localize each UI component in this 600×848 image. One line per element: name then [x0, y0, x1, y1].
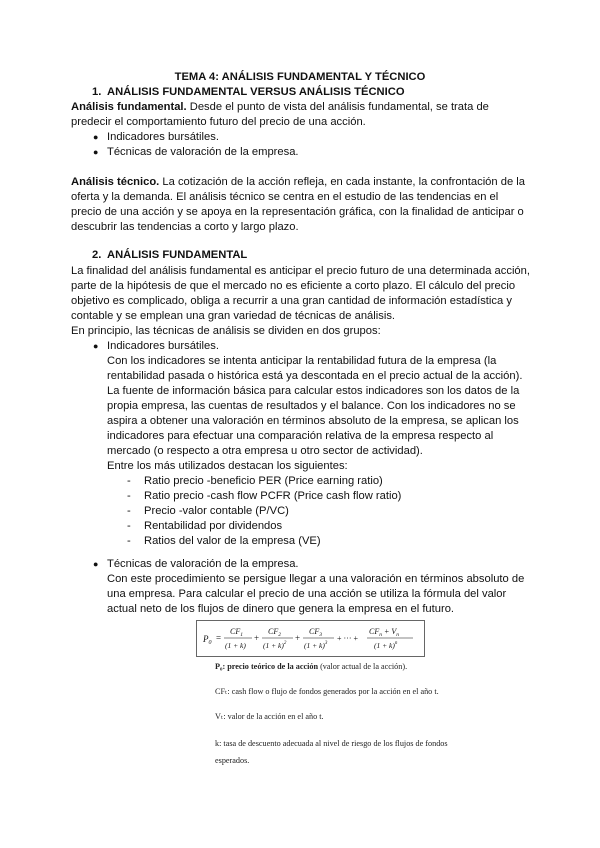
formula-ellipsis: + ··· +	[337, 634, 359, 643]
tecnico-label: Análisis técnico.	[71, 176, 160, 188]
ratio-item: Ratios del valor de la empresa (VE)	[144, 535, 321, 547]
legend-line-v: Vₜ: valor de la acción en el año t.	[215, 712, 324, 721]
tecnico-paragraph-line	[71, 175, 525, 190]
tecnico-text: La cotización de la acción refleja, en cada instante, la confrontación de la	[159, 176, 525, 188]
fundamental-paragraph-line	[71, 100, 489, 115]
list-item-line: Con los indicadores se intenta anticipar la rentabilidad futura de la empresa (la	[107, 355, 497, 367]
list-item-line: rentabilidad pasada o histórica está ya descontada en el precio actual de la acción).	[107, 370, 523, 382]
tecnico-text-line: oferta y la demanda. El análisis técnico se centra en el estudio de las tendencias en el	[71, 191, 499, 203]
formula-term1-denominator: (1 + k)	[225, 641, 246, 650]
ratio-item: Rentabilidad por dividendos	[144, 520, 283, 532]
ratio-item: Precio -valor contable (P/VC)	[144, 505, 289, 517]
dash-marker: -	[127, 490, 131, 502]
section2-number: 2.	[92, 249, 102, 261]
bullet-icon: ●	[93, 341, 99, 351]
list-item-line: propia empresa, las cuentas de resultados y el balance. Con los indicadores no se	[107, 400, 516, 412]
formula-termn-numerator: $CF_n + V_n$	[369, 627, 400, 638]
tecnico-text-line: descubrir las tendencias a corto y largo plazo.	[71, 221, 299, 233]
list-item-line: Con este procedimiento se persigue llegar a una valoración en términos absoluto de	[107, 573, 525, 585]
formula-term2-numerator: $CF_2$	[268, 627, 281, 638]
dash-marker: -	[127, 520, 131, 532]
list-item: Indicadores bursátiles.	[107, 131, 219, 143]
formula-term3-denominator: $(1 + k)^3$	[304, 641, 328, 650]
section1-heading: ANÁLISIS FUNDAMENTAL VERSUS ANÁLISIS TÉCNICO	[107, 86, 405, 98]
dash-marker: -	[127, 505, 131, 517]
ratio-item: Ratio precio -beneficio PER (Price earning ratio)	[144, 475, 383, 487]
list-item-line: La fuente de información básica para calcular estos indicadores son los datos de la	[107, 385, 520, 397]
dash-marker: -	[127, 535, 131, 547]
intro-line: parte de la hipótesis de que el mercado no es eficiente a corto plazo. El cálculo del precio	[71, 280, 516, 292]
intro-line: La finalidad del análisis fundamental es anticipar el precio futuro de una determinada acción,	[71, 265, 530, 277]
list-item-title: Indicadores bursátiles.	[107, 340, 219, 352]
section1-number: 1.	[92, 86, 102, 98]
legend-line-k: k: tasa de descuento adecuada al nivel de riesgo de los flujos de fondos	[215, 739, 448, 748]
bullet-icon: ●	[93, 132, 99, 142]
formula-termn-denominator: $(1 + k)^n$	[374, 641, 398, 650]
intro-line: En principio, las técnicas de análisis se dividen en dos grupos:	[71, 325, 381, 337]
list-item-line: aspira a obtener una valoración en términos absoluto de la empresa, se aplican los	[107, 415, 519, 427]
list-item-line: Entre los más utilizados destacan los siguientes:	[107, 460, 348, 472]
formula-plus: +	[254, 633, 260, 643]
document-title: TEMA 4: ANÁLISIS FUNDAMENTAL Y TÉCNICO	[174, 71, 426, 83]
list-item-line: una empresa. Para calcular el precio de una acción se utiliza la fórmula del valor	[107, 588, 507, 600]
ratio-item: Ratio precio -cash flow PCFR (Price cash flow ratio)	[144, 490, 402, 502]
tecnico-text-line: precio de una acción y se apoya en la representación gráfica, con la finalidad de anticipar o	[71, 206, 524, 218]
legend-line-cf: CFₜ: cash flow o flujo de fondos generados por la acción en el año t.	[215, 687, 439, 696]
intro-line: objetivo es complicado, obliga a recurrir a una gran cantidad de información estadística y	[71, 295, 512, 307]
bullet-icon: ●	[93, 559, 99, 569]
list-item-line: mercado (o respecto a otra empresa u otro sector de actividad).	[107, 445, 423, 457]
list-item-line: indicadores para efectuar una comparación relativa de la empresa respecto al	[107, 430, 494, 442]
list-item-line: actual neto de los flujos de dinero que genera la empresa en el futuro.	[107, 603, 455, 615]
formula-plus: +	[295, 633, 301, 643]
formula-term2-denominator: $(1 + k)^2$	[263, 641, 287, 650]
fundamental-text-line: predecir el comportamiento futuro del precio de una acción.	[71, 116, 366, 128]
formula-equals: =	[216, 633, 222, 643]
formula-lhs: $P_0$	[203, 634, 212, 646]
bullet-icon: ●	[93, 147, 99, 157]
fundamental-text: Desde el punto de vista del análisis fundamental, se trata de	[186, 101, 489, 113]
dash-marker: -	[127, 475, 131, 487]
section2-heading: ANÁLISIS FUNDAMENTAL	[107, 249, 248, 261]
formula-term3-numerator: $CF_3$	[309, 627, 322, 638]
intro-line: contable y se emplean una gran variedad de técnicas de análisis.	[71, 310, 396, 322]
valuation-formula	[196, 620, 425, 657]
legend-line-p0: P₀: precio teórico de la acción (valor actual de la acción).	[215, 662, 408, 671]
fundamental-label: Análisis fundamental.	[71, 101, 187, 113]
formula-term1-numerator: $CF_1$	[230, 627, 243, 638]
legend-line-k-cont: esperados.	[215, 756, 250, 765]
list-item-title: Técnicas de valoración de la empresa.	[107, 558, 299, 570]
list-item: Técnicas de valoración de la empresa.	[107, 146, 299, 158]
